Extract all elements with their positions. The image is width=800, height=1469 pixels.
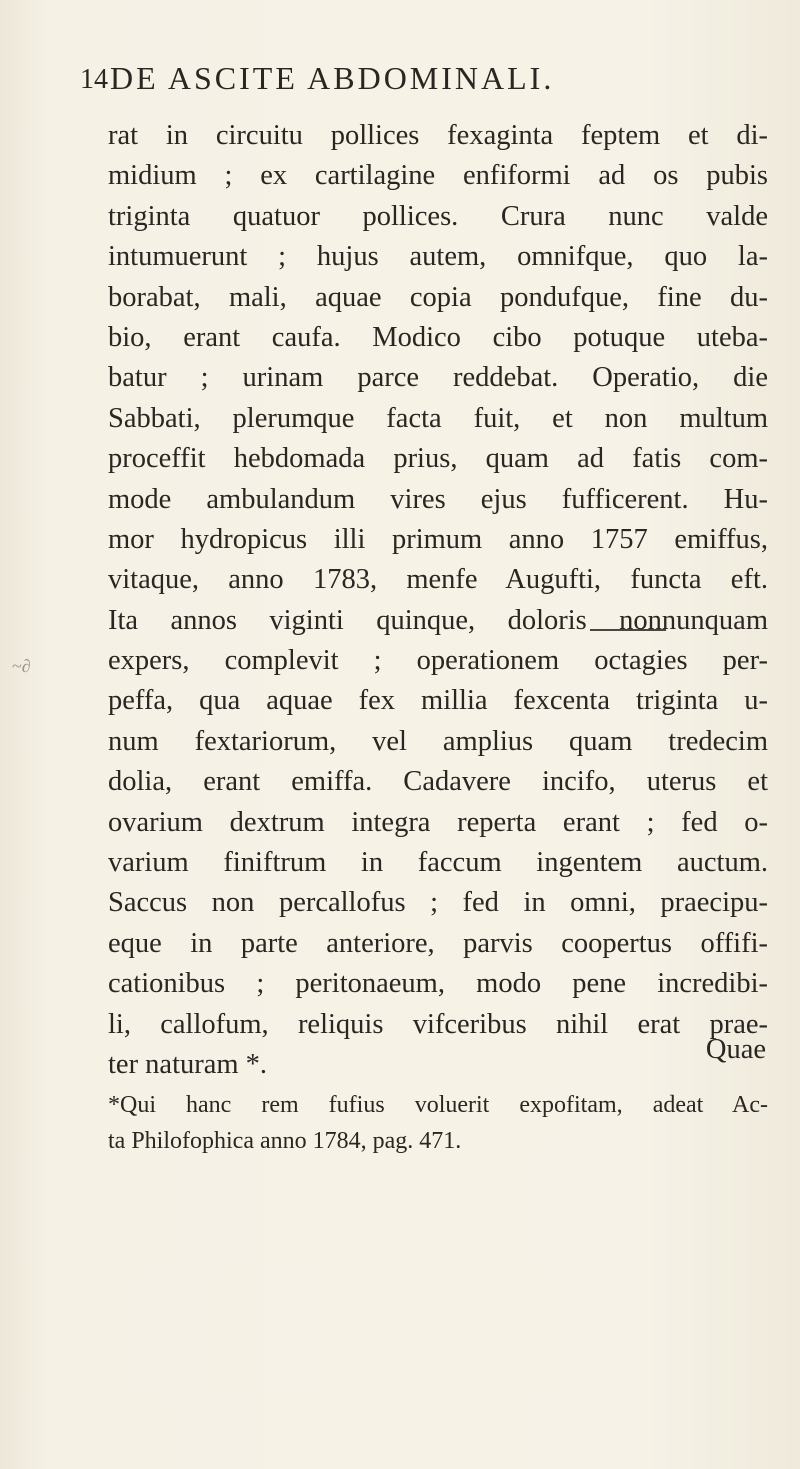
margin-mark: ~∂ bbox=[12, 656, 31, 676]
text-line: li, callofum, reliquis vifceribus nihil erat prae- bbox=[108, 1008, 768, 1040]
running-title: DE ASCITE ABDOMINALI. bbox=[110, 60, 555, 96]
text-line: proceffit hebdomada prius, quam ad fatis com- bbox=[108, 443, 768, 475]
text-line: expers, complevit ; operationem octagies per- bbox=[108, 645, 768, 677]
text-line: mode ambulandum vires ejus fufficerent. Hu- bbox=[108, 483, 768, 515]
text-line: intumuerunt ; hujus autem, omnifque, quo la- bbox=[108, 241, 768, 273]
catchword: Quae bbox=[705, 1034, 766, 1065]
text-line: mor hydropicus illi primum anno 1757 emiffus, bbox=[108, 523, 768, 555]
text-line: vitaque, anno 1783, menfe Augufti, functa eft. bbox=[108, 564, 768, 596]
text-line: midium ; ex cartilagine enfiformi ad os pubis bbox=[108, 160, 768, 192]
page-number: 14 bbox=[80, 64, 108, 95]
text-line: ovarium dextrum integra reperta erant ; fed o- bbox=[108, 806, 768, 838]
text-line: peffa, qua aquae fex millia fexcenta triginta u- bbox=[108, 685, 768, 717]
text-line-last: ter naturam *. bbox=[108, 1048, 268, 1080]
text-line: Ita annos viginti quinque, doloris nonnunquam bbox=[108, 604, 768, 636]
footnote-line: ta Philofophica anno 1784, pag. 471. bbox=[108, 1128, 462, 1154]
text-line: varium finiftrum in faccum ingentem auctum. bbox=[108, 847, 768, 879]
text-line: cationibus ; peritonaeum, modo pene incredibi- bbox=[108, 968, 768, 1000]
text-line: eque in parte anteriore, parvis coopertus offifi- bbox=[108, 927, 768, 959]
page-header bbox=[80, 60, 680, 104]
text-line: num fextariorum, vel amplius quam tredecim bbox=[108, 725, 768, 757]
footnote-line: *Qui hanc rem fufius voluerit expofitam, adeat Ac- bbox=[108, 1092, 768, 1118]
text-line: batur ; urinam parce reddebat. Operatio, die bbox=[108, 362, 768, 394]
text-line: Sabbati, plerumque facta fuit, et non multum bbox=[108, 402, 768, 434]
text-line: triginta quatuor pollices. Crura nunc valde bbox=[108, 200, 768, 232]
text-line: dolia, erant emiffa. Cadavere incifo, uterus et bbox=[108, 766, 768, 798]
text-line: rat in circuitu pollices fexaginta feptem et di- bbox=[108, 120, 768, 151]
text-line: Saccus non percallofus ; fed in omni, praecipu- bbox=[108, 887, 768, 919]
text-line: borabat, mali, aquae copia pondufque, fine du- bbox=[108, 281, 768, 313]
body-text bbox=[108, 116, 768, 1085]
footnote bbox=[108, 1087, 768, 1159]
text-line: bio, erant caufa. Modico cibo potuque uteba- bbox=[108, 321, 768, 353]
